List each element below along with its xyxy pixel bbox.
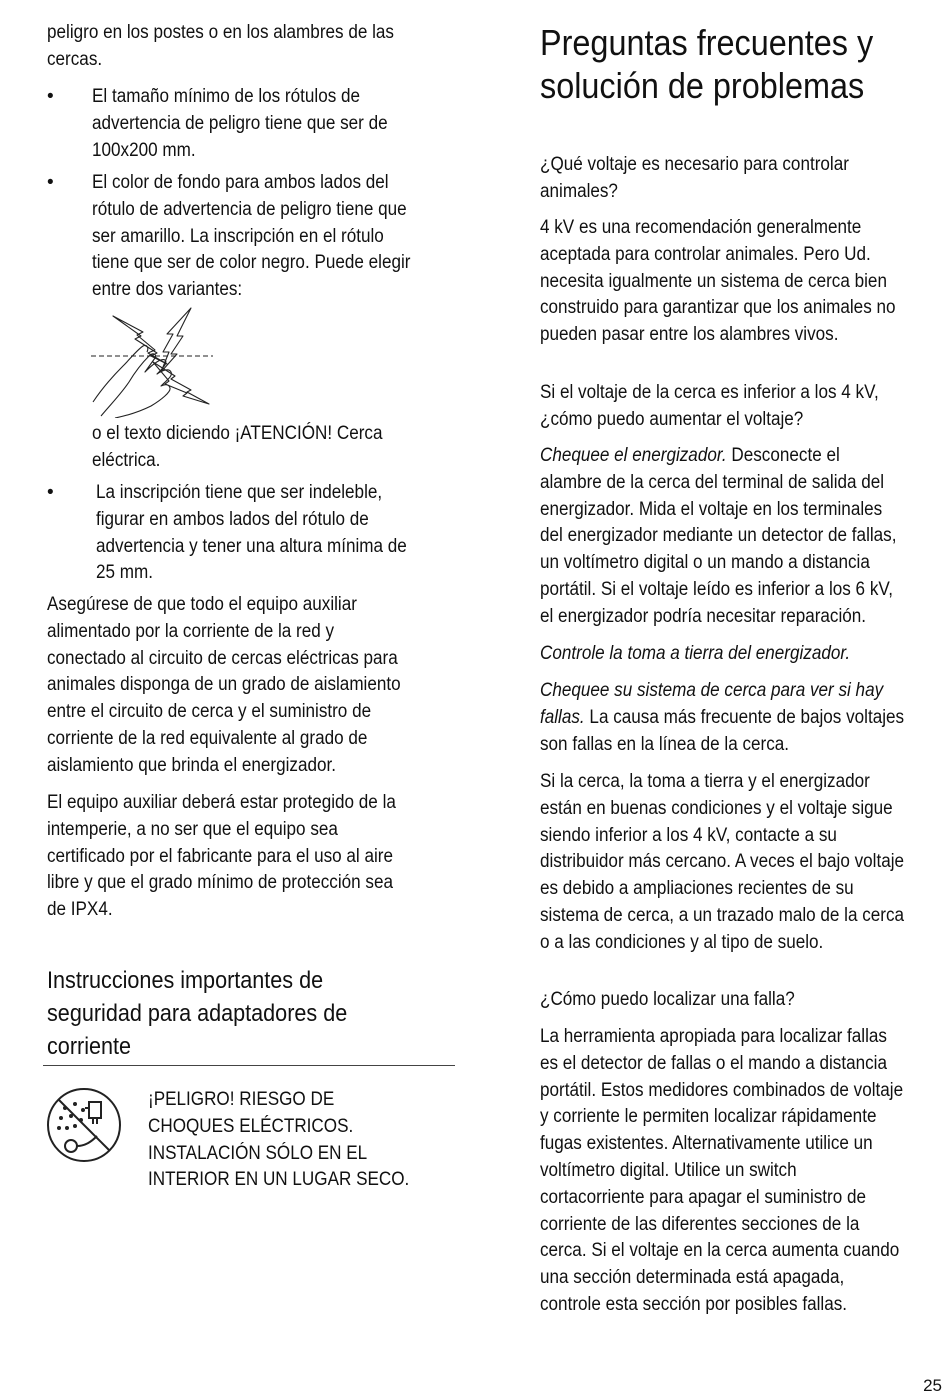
intro-continuation: peligro en los postes o en los alambres de las cercas. bbox=[47, 22, 394, 70]
answer-locate-fault: La herramienta apropiada para localizar fallas es el detector de fallas o el mando a distancia portátil. Estos medidores combinados de voltaje y corriente le permiten localizar rápidamente fugas existentes. Alternativamente utilice un voltímetro digital. Utilice un switch cortacorriente para apagar el suministro de corriente de las diferentes secciones de la cerca. Si el voltaje en la cerca aumenta cuando una sección determinada está apagada, controle esta sección por posibles fallas. bbox=[540, 1026, 904, 1315]
answer-check-fence bbox=[540, 678, 905, 758]
question-increase-voltage: Si el voltaje de la cerca es inferior a los 4 kV, ¿cómo puedo aumentar el voltaje? bbox=[540, 382, 879, 430]
page-number: 25 bbox=[923, 1376, 942, 1395]
paragraph-auxiliary-equipment: Asegúrese de que todo el equipo auxiliar alimentado por la corriente de la red y conectado al circuito de cercas eléctricas para animales disponga de un grado de aislamiento entre el circuito de cerca y el suministro de corriente de la red equivalente al grado de aislamiento que brinda el energizador. bbox=[47, 594, 401, 776]
bullet-marker: • bbox=[47, 482, 54, 503]
answer-check-ground-text: Controle la toma a tierra del energizador. bbox=[540, 643, 851, 664]
answer-check-energizer-body: Desconecte el alambre de la cerca del terminal de salida del energizador. Mida el voltaje en los terminales del energizador mediante un detector de fallas, un voltímetro digital o un mando a distancia portátil. Si el voltaje leído es inferior a los 6 kV, el energizador podría necesitar reparación. bbox=[540, 445, 897, 627]
answer-check-ground bbox=[540, 641, 905, 668]
indoor-use-only-icon bbox=[45, 1086, 123, 1164]
bullet-text-inscription: La inscripción tiene que ser indeleble, figurar en ambos lados del rótulo de advertencia y tener una altura mínima de 25 mm. bbox=[96, 482, 407, 584]
answer-voltage-required: 4 kV es una recomendación generalmente aceptada para controlar animales. Pero Ud. necesita igualmente un sistema de cerca bien construido para garantizar que los animales no pueden pasar entre los alambres vivos. bbox=[540, 217, 896, 346]
paragraph-weather-protection: El equipo auxiliar deberá estar protegido de la intemperie, a no ser que el equipo sea certificado por el fabricante para el uso al aire libre y que el grado mínimo de protección sea de IPX4. bbox=[47, 792, 396, 921]
bullet-text-color: El color de fondo para ambos lados del rótulo de advertencia de peligro tiene que ser amarillo. La inscripción en el rótulo tiene que ser de color negro. Puede elegir entre dos variantes: bbox=[92, 172, 411, 301]
electric-shock-warning: ¡PELIGRO! RIESGO DE CHOQUES ELÉCTRICOS. INSTALACIÓN SÓLO EN EL INTERIOR EN UN LUGAR SECO. bbox=[148, 1089, 410, 1191]
section-divider bbox=[43, 1065, 455, 1066]
question-voltage-required: ¿Qué voltaje es necesario para controlar animales? bbox=[540, 154, 849, 202]
bullet-marker: • bbox=[47, 86, 54, 107]
section-heading-adapters: Instrucciones importantes de seguridad para adaptadores de corriente bbox=[47, 967, 348, 1060]
answer-contact-distributor: Si la cerca, la toma a tierra y el energizador están en buenas condiciones y el voltaje sigue siendo inferior a los 4 kV, contacte a su distribuidor más cercano. A veces el bajo voltaje es debido a ampliaciones recientes de su sistema de cerca, a un trazado malo de la cerca o a las condiciones y al tipo de suelo. bbox=[540, 771, 905, 953]
variant-text: o el texto diciendo ¡ATENCIÓN! Cerca eléctrica. bbox=[92, 423, 383, 471]
faq-title: Preguntas frecuentes y solución de problemas bbox=[540, 22, 874, 106]
answer-check-energizer-lead: Chequee el energizador. bbox=[540, 445, 727, 466]
bullet-text-size: El tamaño mínimo de los rótulos de advertencia de peligro tiene que ser de 100x200 mm. bbox=[92, 86, 388, 161]
answer-check-fence-lead: Chequee su sistema de cerca para ver si hay fallas. bbox=[540, 680, 884, 728]
electric-hazard-hand-icon bbox=[91, 306, 217, 418]
bullet-marker: • bbox=[47, 172, 54, 193]
answer-check-fence-body: La causa más frecuente de bajos voltajes son fallas en la línea de la cerca. bbox=[540, 706, 905, 755]
answer-check-energizer bbox=[540, 443, 905, 631]
question-locate-fault: ¿Cómo puedo localizar una falla? bbox=[540, 989, 795, 1010]
